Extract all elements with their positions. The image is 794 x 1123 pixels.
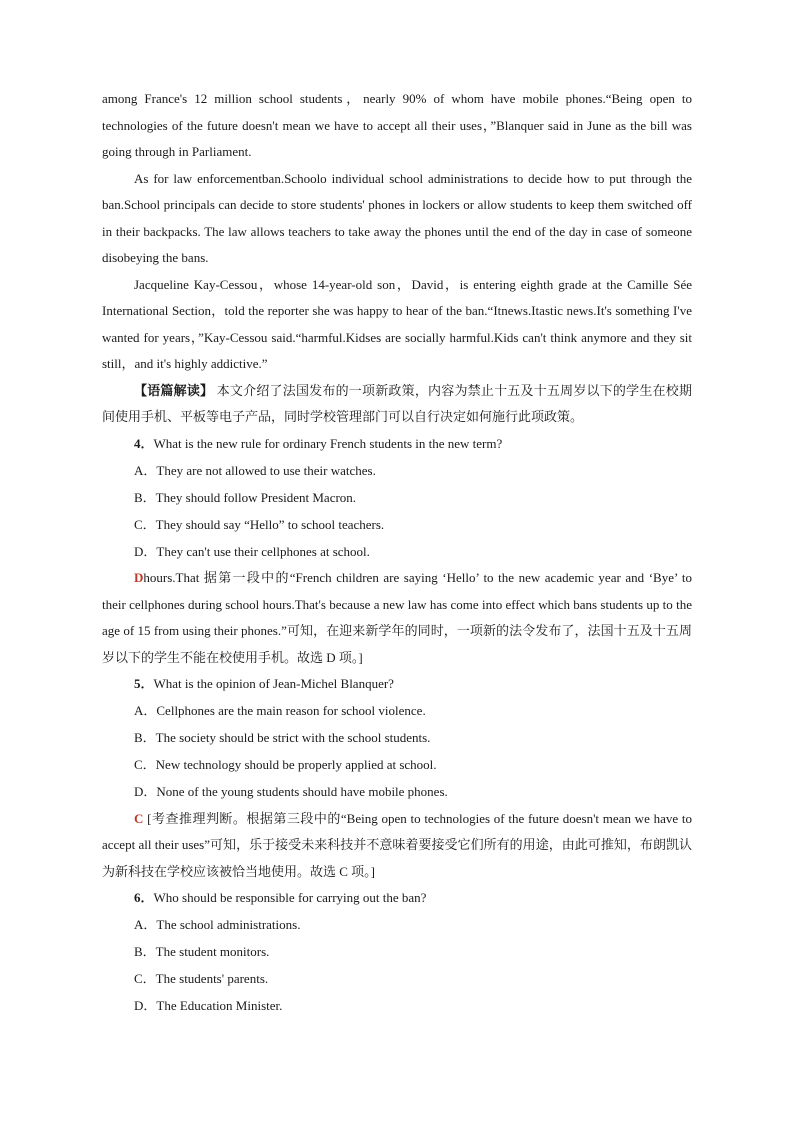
question-5: [102, 671, 692, 698]
option-6a: A．The school administrations.: [134, 917, 301, 932]
option-4d: D．They can't use their cellphones at school.: [134, 543, 370, 559]
question-6: [102, 885, 692, 912]
question-number: 5．: [134, 676, 154, 691]
answer-5: [102, 806, 692, 886]
paragraph-1: among France's 12 million school students，nearly 90% of whom have mobile phones.“Being open to technologies of the future doesn't mean we have to accept all their uses，”Blanquer said in June as the bill was going through in Parliament.: [102, 91, 692, 159]
option-4a: A．They are not allowed to use their watches.: [134, 462, 376, 478]
answer-letter: C: [134, 810, 144, 826]
paragraph-3: Jacqueline Kay-Cessou，whose 14-year-old son，David，is entering eighth grade at the Camille Sée International Section，told the reporter she was happy to hear of the ban.“Itnews.Itastic news.It's something I've wanted for years，”Kay-Cessou said.“harmful.Kidses are socially harmful.Kids can't think anymore and they sit still，and it's highly addictive.”: [102, 276, 692, 371]
answer-4: [102, 565, 692, 671]
option-4b: B．They should follow President Macron.: [134, 489, 357, 505]
answer-letter: D: [134, 570, 144, 585]
option-5d: D．None of the young students should have mobile phones.: [134, 784, 448, 799]
question-4: [102, 431, 692, 458]
option-5b: B．The society should be strict with the school students.: [134, 730, 431, 745]
discourse-text: 本文介绍了法国发布的一项新政策，内容为禁止十五及十五周岁以下的学生在校期间使用手机、平板等电子产品，同时学校管理部门可以自行决定如何施行此项政策。: [102, 382, 692, 424]
option-6c: C．The students' parents.: [134, 971, 269, 986]
paragraph-2: As for law enforcementban.Schoolo individual school administrations to decide how to put through the ban.School principals can decide to store students' phones in lockers or allow students to keep them switched off in their backpacks. The law allows teachers to take away the phones until the end of the day in case of someone disobeying the bans.: [102, 170, 692, 265]
document-page: [102, 86, 692, 1020]
option-6b: B．The student monitors.: [134, 944, 270, 959]
answer-explanation: [考查推理判断。根据第三段中的“Being open to technologies of the future doesn't mean we have to accept all their uses”可知，乐于接受未来科技并不意味着要接受它们所有的用途，由此可推知，布朗凯认为新科技在学校应该被恰当地使用。故选 C 项。]: [102, 810, 692, 879]
answer-explanation: hours.That 据第一段中的“French children are saying ‘Hello’ to the new academic year and ‘Bye’ to their cellphones during school hours.That's because a new law has come into effect which bans students up to the age of 15 from using their phones.”可知，在迎来新学年的同时，一项新的法令发布了，法国十五及十五周岁以下的学生不能在校使用手机。故选 D 项。]: [102, 570, 692, 665]
discourse-analysis: [102, 378, 692, 431]
discourse-head: 【语篇解读】: [134, 382, 214, 398]
question-text: What is the opinion of Jean-Michel Blanquer?: [153, 676, 394, 691]
option-6d: D．The Education Minister.: [134, 998, 283, 1013]
option-5c: C．New technology should be properly applied at school.: [134, 757, 437, 772]
question-number: 4．: [134, 435, 154, 451]
option-5a: A．Cellphones are the main reason for school violence.: [134, 703, 426, 718]
question-number: 6．: [134, 890, 154, 905]
option-4c: C．They should say “Hello” to school teachers.: [134, 516, 385, 532]
question-text: Who should be responsible for carrying out the ban?: [153, 890, 427, 905]
question-text: What is the new rule for ordinary French students in the new term?: [153, 435, 503, 451]
